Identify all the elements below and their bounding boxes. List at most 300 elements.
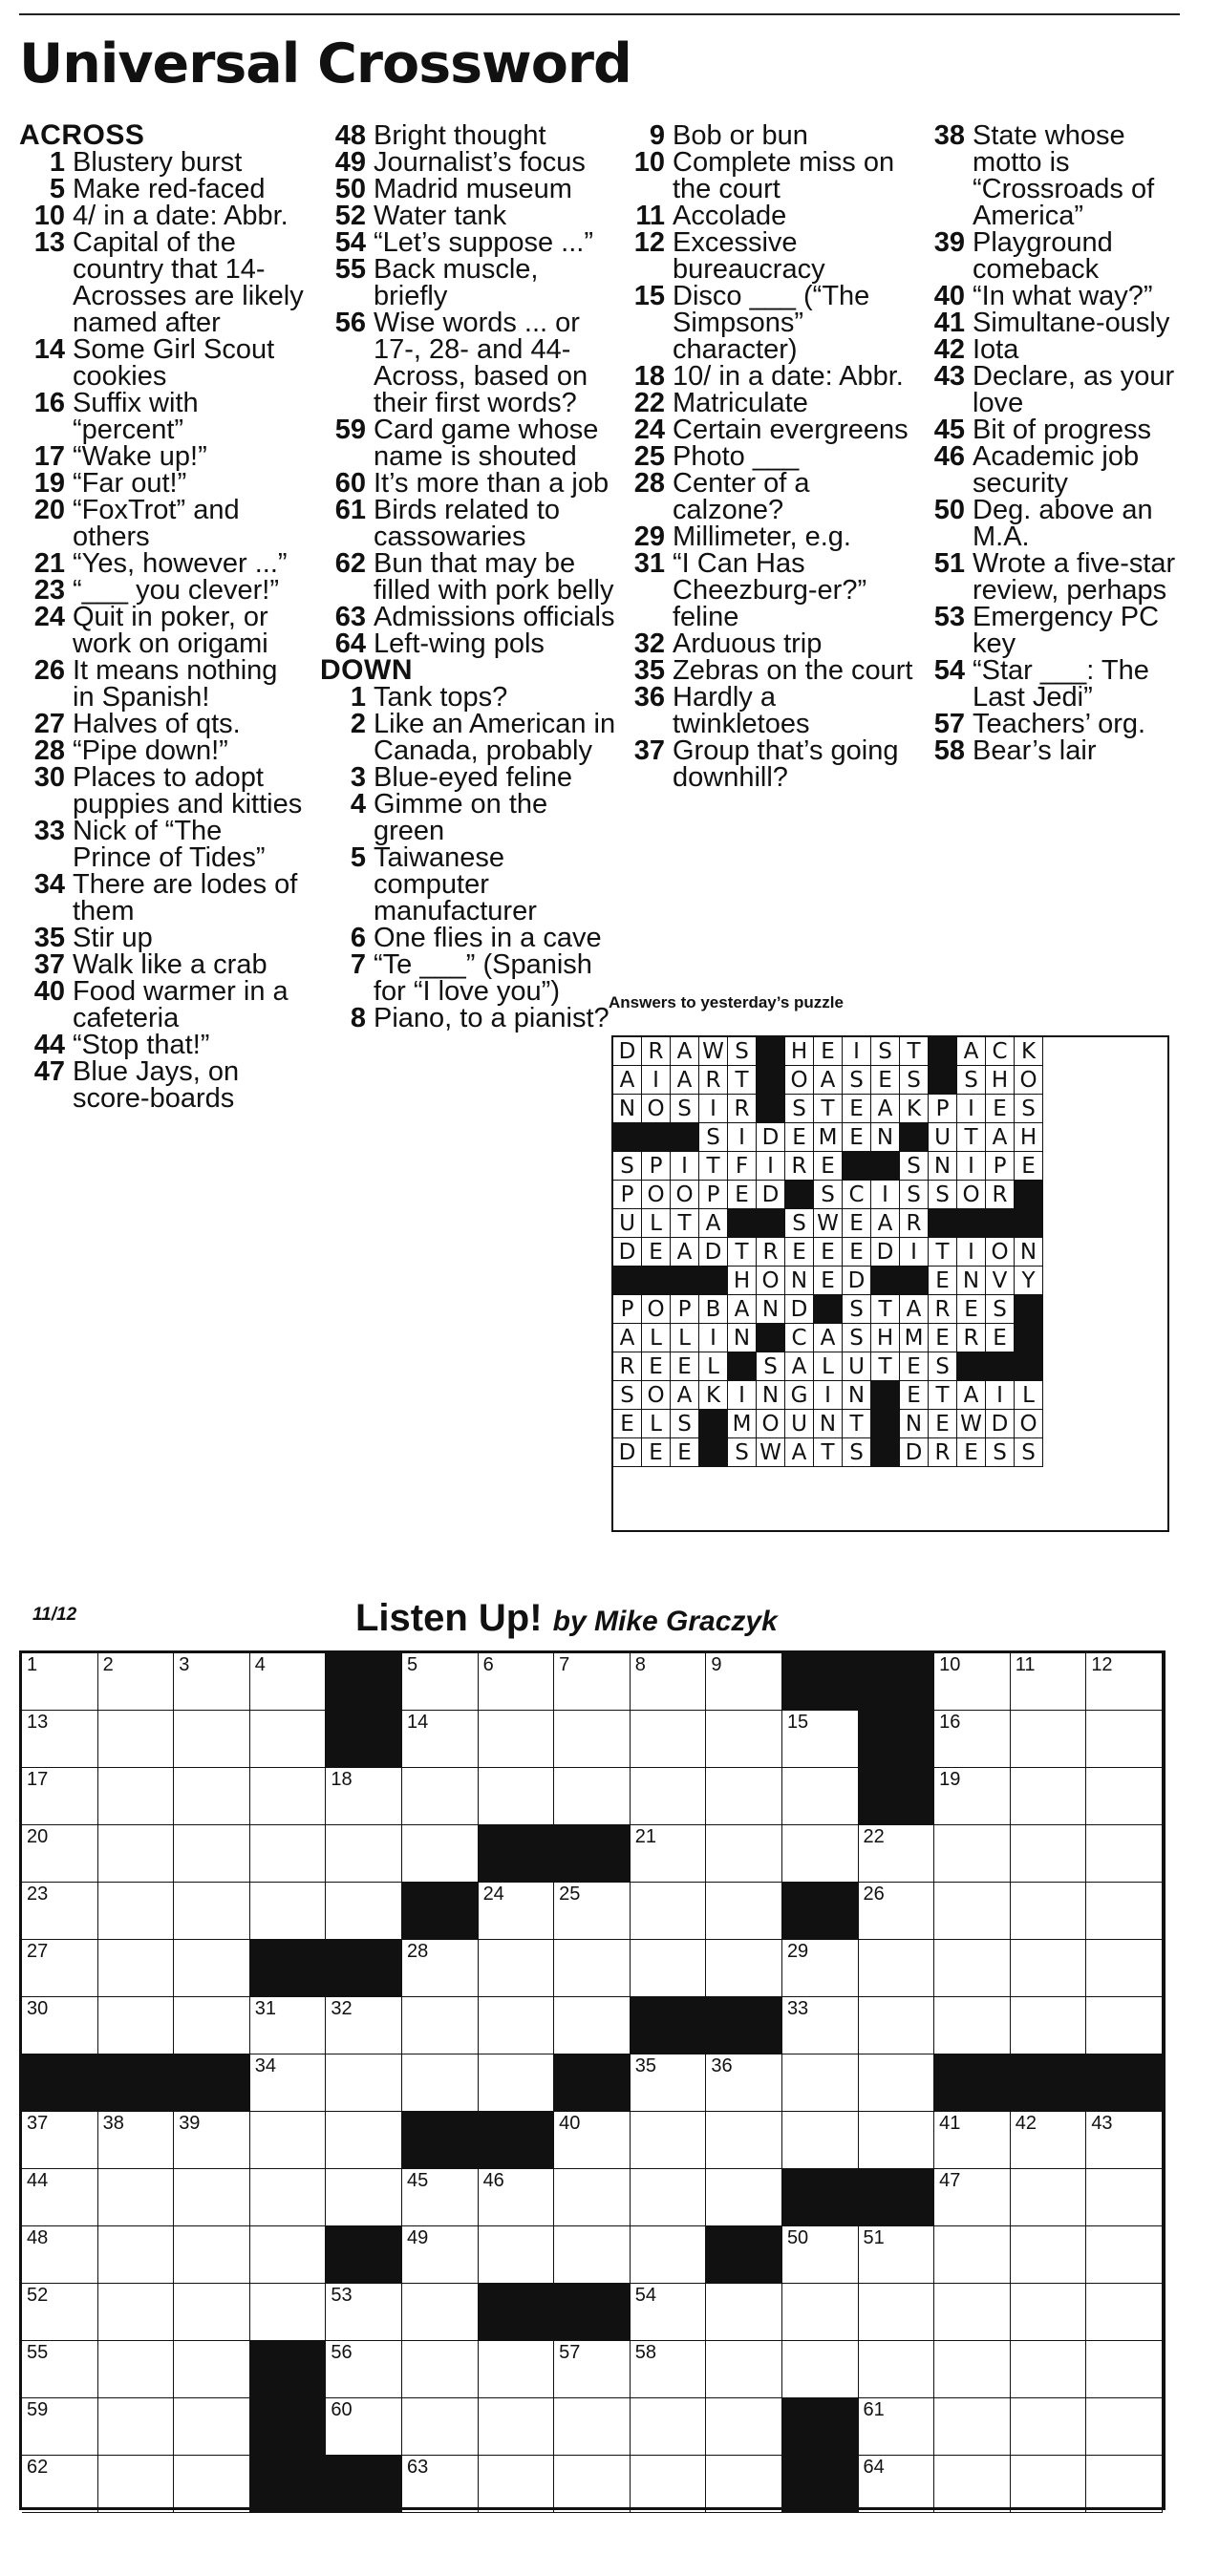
grid-cell[interactable] xyxy=(250,1768,327,1825)
grid-cell[interactable] xyxy=(934,2456,1011,2513)
grid-cell[interactable] xyxy=(631,1940,707,1997)
grid-cell[interactable] xyxy=(934,2112,1011,2169)
grid-cell[interactable] xyxy=(326,2054,402,2112)
answer-letter: D xyxy=(699,1238,728,1267)
grid-cell[interactable] xyxy=(1011,1883,1087,1940)
clue-text: Iota xyxy=(973,334,1019,365)
grid-cell[interactable] xyxy=(1011,2226,1087,2284)
clue-text: “Far out!” xyxy=(73,468,187,499)
grid-cell[interactable] xyxy=(402,2456,479,2513)
grid-cell[interactable] xyxy=(554,2112,631,2169)
answer-block xyxy=(671,1123,699,1152)
grid-cell[interactable] xyxy=(402,2284,479,2341)
grid-cell[interactable] xyxy=(479,1997,555,2054)
grid-cell[interactable] xyxy=(402,2226,479,2284)
clue-number: 33 xyxy=(33,816,65,846)
clue-text: “Yes, however ...” xyxy=(73,548,288,579)
clue-text: Halves of qts. xyxy=(73,709,241,739)
grid-cell[interactable] xyxy=(1086,1711,1163,1768)
grid-cell[interactable] xyxy=(250,2112,327,2169)
grid-cell[interactable] xyxy=(326,2169,402,2226)
grid-cell[interactable] xyxy=(782,1997,859,2054)
answer-letter: A xyxy=(957,1381,986,1410)
grid-cell[interactable] xyxy=(1086,1768,1163,1825)
grid-cell[interactable] xyxy=(22,1883,98,1940)
clue-item xyxy=(919,229,1196,283)
grid-cell[interactable] xyxy=(706,1768,782,1825)
clue-text: Water tank xyxy=(374,201,507,231)
clue-item xyxy=(19,336,306,390)
grid-cell[interactable] xyxy=(1086,2341,1163,2398)
grid-cell[interactable] xyxy=(98,2112,175,2169)
grid-cell[interactable] xyxy=(250,1825,327,1883)
answer-row xyxy=(613,1267,1167,1295)
cell-number: 53 xyxy=(331,2285,353,2306)
answer-letter: H xyxy=(785,1037,814,1066)
grid-cell[interactable] xyxy=(782,1940,859,1997)
grid-cell[interactable] xyxy=(22,1711,98,1768)
grid-cell[interactable] xyxy=(934,2341,1011,2398)
answer-letter: S xyxy=(1015,1095,1043,1123)
grid-cell[interactable] xyxy=(934,2284,1011,2341)
grid-cell[interactable] xyxy=(554,1883,631,1940)
answer-letter: A xyxy=(671,1238,699,1267)
answer-block xyxy=(699,1410,728,1438)
answer-letter: A xyxy=(671,1381,699,1410)
grid-cell[interactable] xyxy=(631,1825,707,1883)
grid-block xyxy=(402,2112,479,2169)
grid-cell[interactable] xyxy=(782,2054,859,2112)
grid-cell[interactable] xyxy=(402,1940,479,1997)
grid-cell[interactable] xyxy=(554,2456,631,2513)
grid-cell[interactable] xyxy=(22,1768,98,1825)
grid-cell[interactable] xyxy=(554,1940,631,1997)
down-heading: DOWN xyxy=(320,654,413,686)
grid-cell[interactable] xyxy=(22,1940,98,1997)
grid-cell[interactable] xyxy=(859,2112,935,2169)
grid-cell[interactable] xyxy=(174,1825,250,1883)
clue-item xyxy=(19,604,306,657)
clue-number: 10 xyxy=(33,201,65,231)
grid-cell[interactable] xyxy=(402,2341,479,2398)
grid-cell[interactable] xyxy=(98,1768,175,1825)
grid-block xyxy=(326,1711,402,1768)
answer-letter: T xyxy=(929,1381,957,1410)
grid-cell[interactable] xyxy=(706,2284,782,2341)
grid-cell[interactable] xyxy=(402,1653,479,1711)
answer-letter: S xyxy=(957,1066,986,1095)
grid-cell[interactable] xyxy=(631,2398,707,2456)
grid-cell[interactable] xyxy=(631,2456,707,2513)
grid-cell[interactable] xyxy=(402,1768,479,1825)
answer-letter: D xyxy=(785,1295,814,1324)
clue-text: State whose motto is “Crossroads of America” xyxy=(973,120,1155,231)
grid-cell[interactable] xyxy=(1011,1653,1087,1711)
grid-cell[interactable] xyxy=(706,1825,782,1883)
grid-block xyxy=(782,2456,859,2513)
grid-cell[interactable] xyxy=(1011,2456,1087,2513)
clue-text: Bit of progress xyxy=(973,415,1151,445)
cell-number: 3 xyxy=(179,1654,190,1675)
grid-cell[interactable] xyxy=(22,1825,98,1883)
grid-cell[interactable] xyxy=(1011,2284,1087,2341)
grid-cell[interactable] xyxy=(98,1653,175,1711)
clue-number: 53 xyxy=(933,602,965,632)
grid-cell[interactable] xyxy=(782,2284,859,2341)
grid-cell[interactable] xyxy=(174,2226,250,2284)
grid-cell[interactable] xyxy=(934,1768,1011,1825)
clue-number: 28 xyxy=(33,735,65,766)
answer-letter: A xyxy=(728,1295,757,1324)
grid-cell[interactable] xyxy=(174,2112,250,2169)
clue-item xyxy=(19,657,306,711)
clue-text: Taiwanese computer manufacturer xyxy=(374,842,537,926)
answer-letter: R xyxy=(613,1352,642,1381)
answer-letter: E xyxy=(1015,1152,1043,1181)
grid-cell[interactable] xyxy=(402,1825,479,1883)
answer-letter: U xyxy=(929,1123,957,1152)
grid-cell[interactable] xyxy=(1086,2398,1163,2456)
answer-letter: I xyxy=(871,1181,900,1209)
grid-cell[interactable] xyxy=(859,1825,935,1883)
grid-cell[interactable] xyxy=(859,2284,935,2341)
grid-cell[interactable] xyxy=(326,1883,402,1940)
grid-cell[interactable] xyxy=(859,2398,935,2456)
grid-cell[interactable] xyxy=(554,2398,631,2456)
grid-row xyxy=(22,2398,1163,2456)
grid-cell[interactable] xyxy=(934,2226,1011,2284)
grid-cell[interactable] xyxy=(706,2169,782,2226)
clue-text: Nick of “The Prince of Tides” xyxy=(73,816,266,873)
grid-cell[interactable] xyxy=(250,1653,327,1711)
grid-cell[interactable] xyxy=(1011,2398,1087,2456)
grid-cell[interactable] xyxy=(1011,2341,1087,2398)
grid-cell[interactable] xyxy=(326,1768,402,1825)
grid-row xyxy=(22,1997,1163,2054)
answer-letter: K xyxy=(1015,1037,1043,1066)
grid-cell[interactable] xyxy=(250,2054,327,2112)
grid-cell[interactable] xyxy=(706,2054,782,2112)
grid-cell[interactable] xyxy=(98,1825,175,1883)
cell-number: 11 xyxy=(1015,1654,1036,1675)
answer-letter: S xyxy=(900,1066,929,1095)
answer-letter: D xyxy=(986,1410,1015,1438)
grid-cell[interactable] xyxy=(554,2341,631,2398)
grid-cell[interactable] xyxy=(1086,1997,1163,2054)
grid-cell[interactable] xyxy=(174,1883,250,1940)
grid-cell[interactable] xyxy=(1011,1997,1087,2054)
grid-cell[interactable] xyxy=(22,1653,98,1711)
grid-cell[interactable] xyxy=(1011,1940,1087,1997)
clue-number: 8 xyxy=(350,1003,366,1033)
grid-cell[interactable] xyxy=(706,1883,782,1940)
grid-cell[interactable] xyxy=(859,2054,935,2112)
grid-cell[interactable] xyxy=(631,1768,707,1825)
clue-text: Bob or bun xyxy=(673,120,808,151)
cell-number: 40 xyxy=(559,2113,581,2134)
answer-row xyxy=(613,1295,1167,1324)
answer-letter: O xyxy=(957,1181,986,1209)
clue-text: Complete miss on the court xyxy=(673,147,895,204)
answer-block xyxy=(1015,1295,1043,1324)
grid-cell[interactable] xyxy=(1086,1940,1163,1997)
clue-item xyxy=(320,844,616,925)
grid-cell[interactable] xyxy=(554,1653,631,1711)
answer-row xyxy=(613,1095,1167,1123)
clue-item xyxy=(919,309,1196,336)
clue-number: 1 xyxy=(350,682,366,713)
grid-cell[interactable] xyxy=(631,2169,707,2226)
grid-cell[interactable] xyxy=(98,2226,175,2284)
answer-letter: E xyxy=(785,1238,814,1267)
grid-cell[interactable] xyxy=(1011,1825,1087,1883)
answer-letter: T xyxy=(900,1037,929,1066)
grid-cell[interactable] xyxy=(326,1997,402,2054)
grid-cell[interactable] xyxy=(631,1653,707,1711)
grid-cell[interactable] xyxy=(174,2398,250,2456)
grid-cell[interactable] xyxy=(479,1653,555,1711)
grid-cell[interactable] xyxy=(250,2284,327,2341)
grid-cell[interactable] xyxy=(479,2169,555,2226)
grid-cell[interactable] xyxy=(326,2341,402,2398)
clue-number: 3 xyxy=(350,762,366,793)
clue-list xyxy=(919,122,1196,764)
cell-number: 22 xyxy=(863,1826,885,1847)
grid-cell[interactable] xyxy=(859,1940,935,1997)
grid-cell[interactable] xyxy=(631,1883,707,1940)
answer-letter: O xyxy=(757,1267,785,1295)
answer-letter: L xyxy=(699,1352,728,1381)
grid-cell[interactable] xyxy=(22,2341,98,2398)
grid-cell[interactable] xyxy=(934,2169,1011,2226)
grid-cell[interactable] xyxy=(326,2112,402,2169)
grid-cell[interactable] xyxy=(479,2341,555,2398)
grid-cell[interactable] xyxy=(859,2456,935,2513)
grid-cell[interactable] xyxy=(934,1883,1011,1940)
grid-cell[interactable] xyxy=(1086,2226,1163,2284)
cell-number: 41 xyxy=(939,2113,961,2134)
grid-cell[interactable] xyxy=(98,1940,175,1997)
grid-cell[interactable] xyxy=(22,2112,98,2169)
grid-cell[interactable] xyxy=(22,2398,98,2456)
clue-item xyxy=(919,443,1196,497)
clue-number: 22 xyxy=(633,388,665,418)
grid-cell[interactable] xyxy=(250,2226,327,2284)
grid-cell[interactable] xyxy=(1086,2284,1163,2341)
grid-cell[interactable] xyxy=(1086,2169,1163,2226)
cell-number: 32 xyxy=(331,1998,353,2019)
grid-cell[interactable] xyxy=(250,1711,327,1768)
grid-cell[interactable] xyxy=(782,1825,859,1883)
grid-cell[interactable] xyxy=(859,1997,935,2054)
clue-number: 37 xyxy=(33,949,65,980)
grid-cell[interactable] xyxy=(402,1997,479,2054)
grid-cell[interactable] xyxy=(402,2169,479,2226)
answer-letter: S xyxy=(613,1152,642,1181)
clue-number: 62 xyxy=(334,548,366,579)
grid-cell[interactable] xyxy=(631,2284,707,2341)
answer-letter: B xyxy=(699,1295,728,1324)
grid-cell[interactable] xyxy=(554,2226,631,2284)
answer-letter: O xyxy=(1015,1410,1043,1438)
grid-cell[interactable] xyxy=(706,2398,782,2456)
cell-number: 31 xyxy=(254,1998,277,2019)
clue-text: Deg. above an M.A. xyxy=(973,495,1153,552)
grid-cell[interactable] xyxy=(934,1711,1011,1768)
grid-block xyxy=(934,2054,1011,2112)
grid-cell[interactable] xyxy=(782,2226,859,2284)
grid-cell[interactable] xyxy=(554,1997,631,2054)
grid-cell[interactable] xyxy=(479,2054,555,2112)
grid-cell[interactable] xyxy=(1086,1825,1163,1883)
grid-cell[interactable] xyxy=(859,1883,935,1940)
answer-row xyxy=(613,1324,1167,1352)
grid-cell[interactable] xyxy=(631,2226,707,2284)
answer-letter: H xyxy=(986,1066,1015,1095)
grid-cell[interactable] xyxy=(934,1653,1011,1711)
answer-block xyxy=(929,1209,957,1238)
grid-cell[interactable] xyxy=(934,1825,1011,1883)
grid-cell[interactable] xyxy=(22,2456,98,2513)
grid-cell[interactable] xyxy=(479,1883,555,1940)
grid-cell[interactable] xyxy=(631,2054,707,2112)
grid-cell[interactable] xyxy=(174,2341,250,2398)
answer-letter: S xyxy=(843,1324,871,1352)
grid-cell[interactable] xyxy=(631,2341,707,2398)
grid-cell[interactable] xyxy=(554,1711,631,1768)
answer-letter: D xyxy=(757,1123,785,1152)
grid-cell[interactable] xyxy=(402,1711,479,1768)
grid-cell[interactable] xyxy=(98,1883,175,1940)
answer-letter: M xyxy=(728,1410,757,1438)
grid-cell[interactable] xyxy=(706,2456,782,2513)
clue-item xyxy=(19,951,306,978)
grid-cell[interactable] xyxy=(479,2398,555,2456)
grid-cell[interactable] xyxy=(402,2054,479,2112)
grid-cell[interactable] xyxy=(934,1997,1011,2054)
clue-text: Excessive bureaucracy xyxy=(673,227,825,285)
grid-cell[interactable] xyxy=(859,2341,935,2398)
grid-cell[interactable] xyxy=(782,2341,859,2398)
answer-letter: N xyxy=(613,1095,642,1123)
clue-text: “Let’s suppose ...” xyxy=(374,227,593,258)
answer-letter: E xyxy=(843,1209,871,1238)
clue-item xyxy=(320,176,616,202)
cell-number: 25 xyxy=(559,1884,581,1905)
grid-cell[interactable] xyxy=(479,2226,555,2284)
grid-cell[interactable] xyxy=(22,2169,98,2226)
grid-cell[interactable] xyxy=(859,2226,935,2284)
clue-text: “___ you clever!” xyxy=(73,575,279,606)
grid-row xyxy=(22,1825,1163,1883)
grid-cell[interactable] xyxy=(174,1997,250,2054)
answer-letter: R xyxy=(728,1095,757,1123)
grid-cell[interactable] xyxy=(782,1768,859,1825)
grid-cell[interactable] xyxy=(98,2398,175,2456)
answer-row xyxy=(613,1209,1167,1238)
grid-cell[interactable] xyxy=(22,1997,98,2054)
grid-cell[interactable] xyxy=(326,1825,402,1883)
grid-cell[interactable] xyxy=(479,2456,555,2513)
grid-cell[interactable] xyxy=(782,1711,859,1768)
grid-cell[interactable] xyxy=(98,1711,175,1768)
grid-cell[interactable] xyxy=(1086,2456,1163,2513)
grid-cell[interactable] xyxy=(174,2169,250,2226)
grid-cell[interactable] xyxy=(98,2456,175,2513)
answer-block xyxy=(699,1267,728,1295)
grid-cell[interactable] xyxy=(174,2456,250,2513)
answer-letter: E xyxy=(843,1123,871,1152)
grid-cell[interactable] xyxy=(174,2284,250,2341)
grid-cell[interactable] xyxy=(326,2284,402,2341)
grid-cell[interactable] xyxy=(934,2398,1011,2456)
grid-cell[interactable] xyxy=(326,2398,402,2456)
grid-cell[interactable] xyxy=(250,1883,327,1940)
grid-cell[interactable] xyxy=(98,2284,175,2341)
grid-block xyxy=(250,1940,327,1997)
grid-cell[interactable] xyxy=(174,1711,250,1768)
grid-cell[interactable] xyxy=(1086,2112,1163,2169)
grid-cell[interactable] xyxy=(98,1997,175,2054)
grid-cell[interactable] xyxy=(1086,1653,1163,1711)
grid-cell[interactable] xyxy=(706,2112,782,2169)
clue-number: 12 xyxy=(633,227,665,258)
grid-cell[interactable] xyxy=(402,2398,479,2456)
grid-cell[interactable] xyxy=(98,2169,175,2226)
answer-block xyxy=(642,1123,671,1152)
clue-text: Bun that may be filled with pork belly xyxy=(374,548,614,606)
grid-cell[interactable] xyxy=(1011,1711,1087,1768)
grid-cell[interactable] xyxy=(1011,2112,1087,2169)
grid-cell[interactable] xyxy=(782,2112,859,2169)
grid-cell[interactable] xyxy=(22,2284,98,2341)
grid-cell[interactable] xyxy=(174,1768,250,1825)
answer-letter: W xyxy=(757,1438,785,1467)
grid-cell[interactable] xyxy=(1086,1883,1163,1940)
clue-column-3 xyxy=(619,122,915,791)
cell-number: 39 xyxy=(179,2113,201,2134)
grid-cell[interactable] xyxy=(98,2341,175,2398)
clue-item xyxy=(619,443,915,470)
clue-item xyxy=(619,416,915,443)
cell-number: 34 xyxy=(254,2055,277,2076)
grid-cell[interactable] xyxy=(479,1768,555,1825)
grid-cell[interactable] xyxy=(706,1711,782,1768)
answer-row xyxy=(613,1123,1167,1152)
grid-block xyxy=(326,1940,402,1997)
grid-cell[interactable] xyxy=(250,1997,327,2054)
grid-cell[interactable] xyxy=(631,2112,707,2169)
grid-cell[interactable] xyxy=(706,1940,782,1997)
grid-cell[interactable] xyxy=(479,1940,555,1997)
grid-cell[interactable] xyxy=(631,1711,707,1768)
grid-cell[interactable] xyxy=(554,1768,631,1825)
grid-cell[interactable] xyxy=(706,1653,782,1711)
grid-cell[interactable] xyxy=(22,2226,98,2284)
grid-cell[interactable] xyxy=(554,2169,631,2226)
grid-cell[interactable] xyxy=(1011,2169,1087,2226)
grid-cell[interactable] xyxy=(934,1940,1011,1997)
clue-text: Card game whose name is shouted xyxy=(374,415,599,472)
grid-cell[interactable] xyxy=(250,2169,327,2226)
grid-cell[interactable] xyxy=(174,1653,250,1711)
answer-letter: U xyxy=(785,1410,814,1438)
grid-cell[interactable] xyxy=(706,2341,782,2398)
clue-item xyxy=(19,711,306,737)
grid-cell[interactable] xyxy=(1011,1768,1087,1825)
grid-cell[interactable] xyxy=(174,1940,250,1997)
grid-cell[interactable] xyxy=(479,1711,555,1768)
